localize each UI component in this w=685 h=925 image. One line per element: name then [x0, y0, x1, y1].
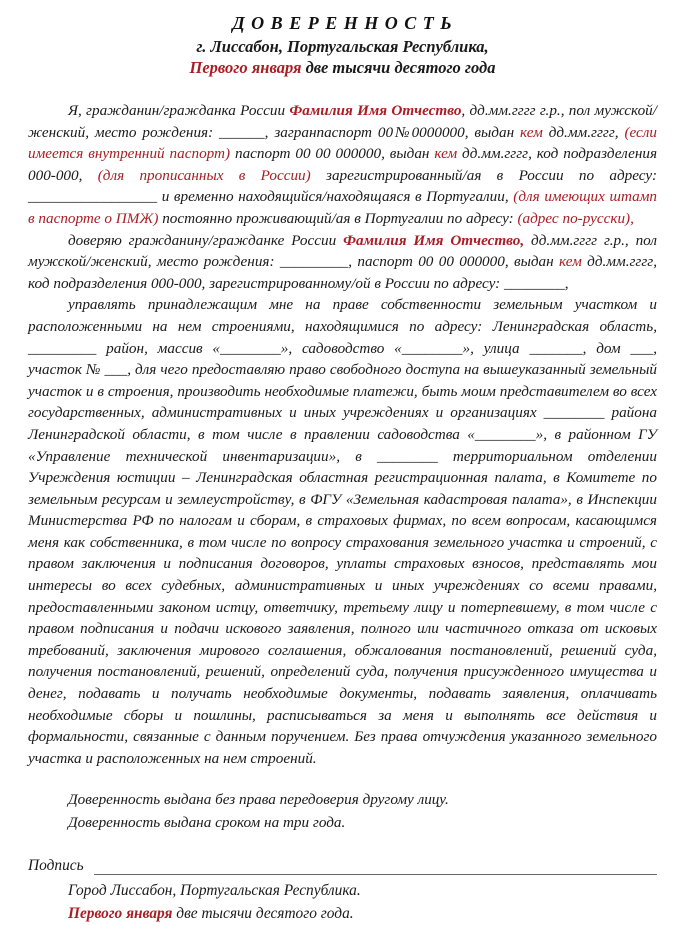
closing-line-no-substitution: Доверенность выдана без права передоверия другому лицу. [68, 791, 449, 809]
closing-block [28, 788, 657, 834]
closing-line-term: Доверенность выдана сроком на три года. [68, 814, 346, 832]
document-title: Д О В Е Р Е Н Н О С Т Ь [232, 13, 453, 33]
paragraph-powers: управлять принадлежащим мне на праве собственности земельным участком и расположенными на нем строениями, находящимися по адресу: Ленинградская область, _________ район, массив «________», садоводство «________», улица _______, дом ___, участок № ___, для чего предоставляю право свободного доступа на вышеуказанный земельный участок и в строения, производить необходимые платежи, быть моим представителем во всех государственных, административных и иных учреждениях и организациях ________ района Ленинградской области, в том числе в правлении садоводства «________», в районном ГУ «Управление технической инвентаризации», в ________ территориальном отделении Учреждения юстиции – Ленинградская областная регистрационная палата, в Комитете по земельным ресурсам и землеустройству, в ФГУ «Земельная кадастровая палата», в Инспекции Министерства РФ по налогам и сборам, в страховых фирмах, по всем вопросам, касающимся меня как собственника, в том числе по вопросу страхования земельного участка и строений, с правом заключения и подписания договоров, уплаты страховых взносов, представлять мои интересы во всех судебных, административных и иных учреждениях со всеми правами, предоставленными законом истцу, ответчику, третьему лицу и потерпевшему, в том числе с правом подписания и подачи искового заявления, полного или частичного отказа от исковых требований, заключения мирового соглашения, обжалования постановлений, решений суда, получения постановлений, решений, определений суда, получения присужденного имущества и денег, подавать и получать необходимые документы, подавать заявления, оплачивать необходимые сборы и пошлины, расписываться за меня и выполнять все действия и формальности, связанные с данным поручением. Без права отчуждения указанного земельного участка и расположенных на нем строений. [28, 296, 657, 767]
signature-label: Подпись [28, 857, 84, 875]
document-body [28, 100, 657, 769]
signature-row [28, 856, 657, 875]
signature-date-line: Первого января две тысячи десятого года. [68, 905, 354, 923]
signature-place-line: Город Лиссабон, Португальская Республика. [68, 882, 361, 900]
document-place-heading: г. Лиссабон, Португальская Республика, [196, 37, 489, 56]
paragraph-declarant: Я, гражданин/гражданка России Фамилия Имя Отчество, дд.мм.гггг г.р., пол мужской/женский, место рождения: ______, загранпаспорт 00№0000000, выдан кем дд.мм.гггг, (если имеется внутренний паспорт) паспорт 00 00 000000, выдан кем дд.мм.гггг, код подразделения 000-000, (для прописанных в России) зарегистрированный/ая в России по адресу: _________________ и временно находящийся/находящаяся в Португалии, (для имеющих штамп в паспорте о ПМЖ) постоянно проживающий/ая в Португалии по адресу: (адрес по-русски), [28, 102, 658, 227]
signature-blank-line [94, 856, 657, 875]
document-date-heading: Первого января две тысячи десятого года [189, 58, 496, 77]
paragraph-attorney: доверяю гражданину/гражданке России Фамилия Имя Отчество, дд.мм.гггг г.р., пол мужской/женский, место рождения: _________, паспорт 00 00 000000, выдан кем дд.мм.гггг, код подразделения 000-000, зарегистрированному/ой в России по адресу: ________, [28, 231, 658, 292]
